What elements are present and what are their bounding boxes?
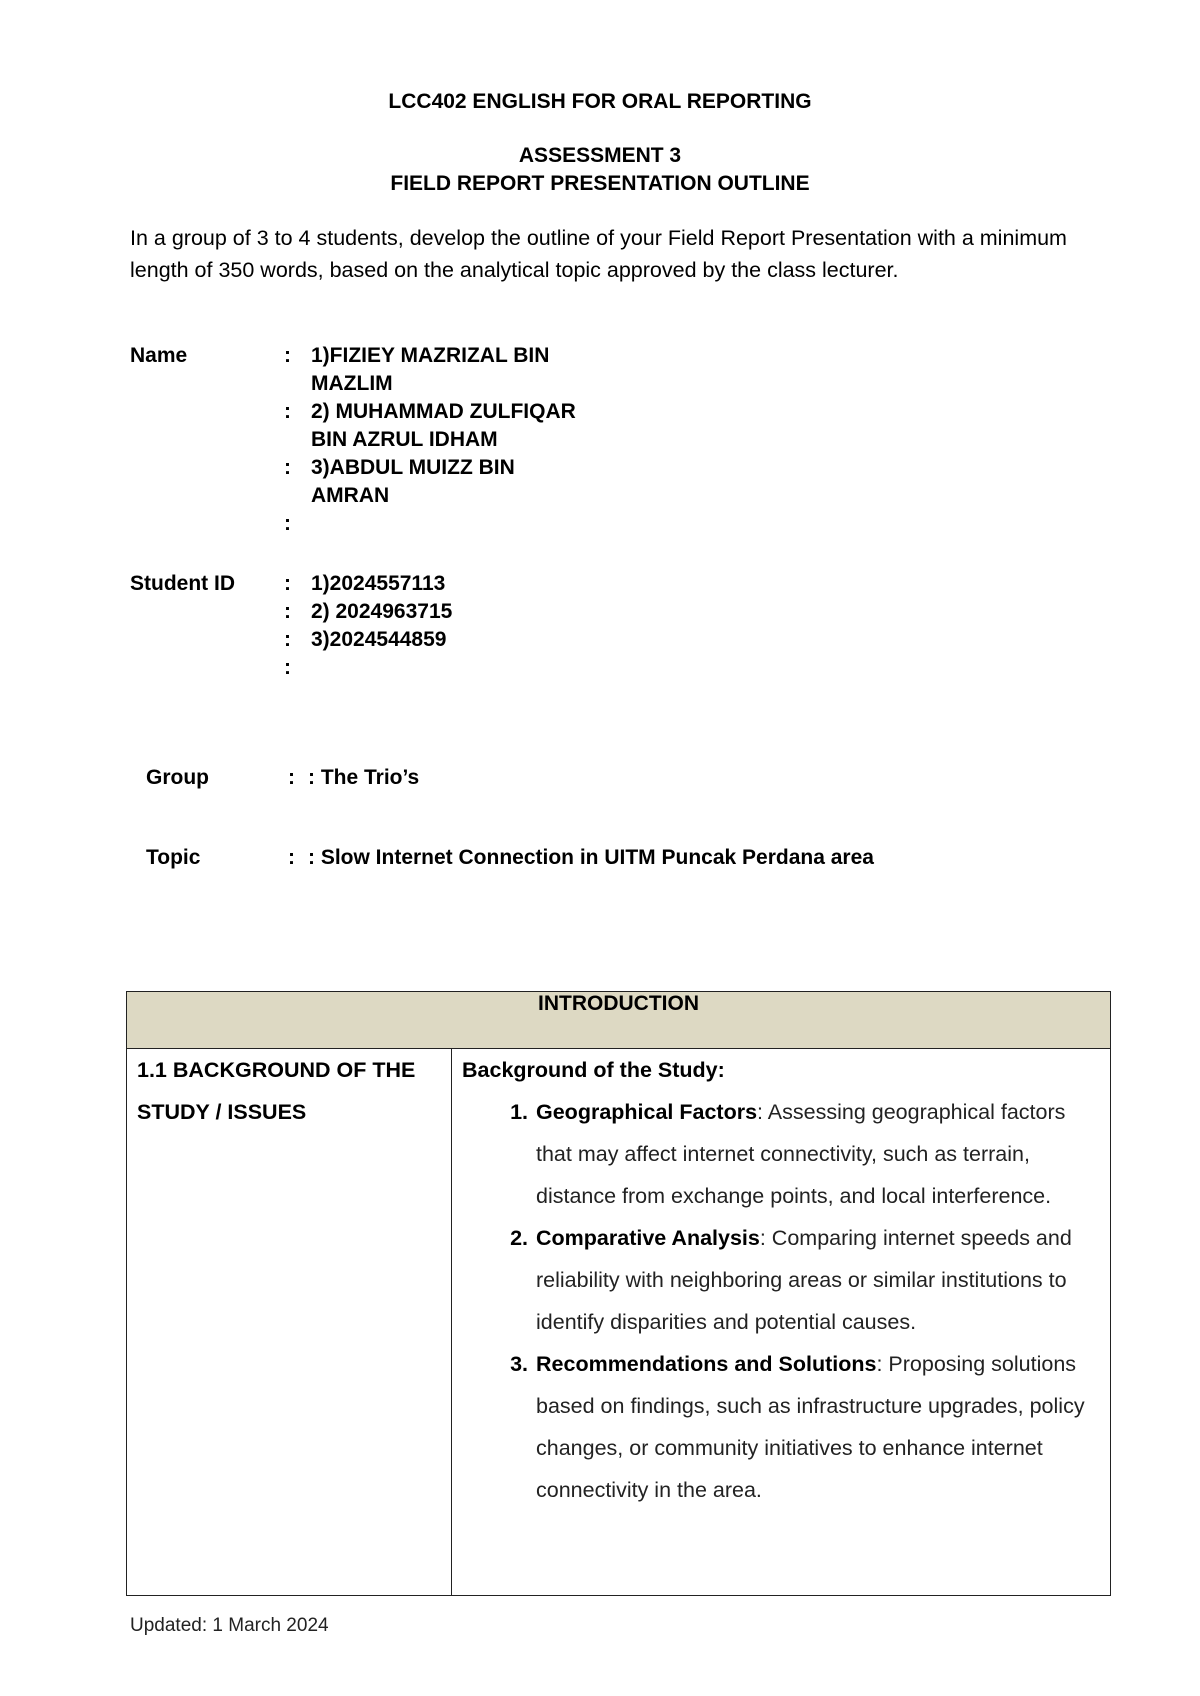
introduction-header: INTRODUCTION [127,992,1111,1049]
table-row [127,1049,1111,1596]
background-title: Background of the Study: [462,1058,725,1082]
list-item-text: : Proposing solutions based on findings, such as infrastructure upgrades, policy changes, or community initiatives to enhance internet connectivity in the area. [536,1352,1085,1502]
course-title: LCC402 ENGLISH FOR ORAL REPORTING [388,90,812,113]
list-item [534,1217,1100,1343]
list-item-title: Geographical Factors [536,1100,758,1124]
updated-footer: Updated: 1 March 2024 [130,1615,329,1636]
topic-value: : Slow Internet Connection in UITM Puncak Perdana area [308,846,874,869]
list-item-text: : Comparing internet speeds and reliability with neighboring areas or similar institutions to identify disparities and potential causes. [536,1226,1072,1334]
name-label: Name [130,344,188,367]
table-header-row [127,992,1111,1049]
section-label: 1.1 BACKGROUND OF THE STUDY / ISSUES [137,1058,416,1124]
student-id-colon-4: : [284,656,291,679]
list-item-title: Recommendations and Solutions [536,1352,877,1376]
student-id-colon-3: : [284,628,291,651]
list-item [534,1343,1100,1511]
student-id-2: 2) 2024963715 [311,600,453,623]
group-colon: : [288,766,295,789]
name-colon-2: : [284,400,291,423]
list-item [534,1091,1100,1217]
student-id-colon-2: : [284,600,291,623]
group-value: : The Trio’s [308,766,420,789]
name-colon-1: : [284,344,291,367]
name-entry-2: 2) MUHAMMAD ZULFIQAR BIN AZRUL IDHAM [311,400,576,451]
document-subtitle: FIELD REPORT PRESENTATION OUTLINE [390,172,810,195]
assessment-title: ASSESSMENT 3 [518,144,682,167]
name-entry-1: 1)FIZIEY MAZRIZAL BIN MAZLIM [311,344,550,395]
section-content-cell [452,1049,1111,1596]
student-id-1: 1)2024557113 [311,572,446,595]
list-item-text: : Assessing geographical factors that may affect internet connectivity, such as terrain, distance from exchange points, and local interference. [536,1100,1066,1208]
name-colon-4: : [284,512,291,535]
outline-table [126,991,1111,1596]
list-item-title: Comparative Analysis [536,1226,760,1250]
topic-label: Topic [146,846,201,869]
group-label: Group [146,766,209,789]
topic-colon: : [288,846,295,869]
student-id-3: 3)2024544859 [311,628,447,651]
name-colon-3: : [284,456,291,479]
factors-list [462,1091,1100,1511]
student-id-colon-1: : [284,572,291,595]
instructions-paragraph: In a group of 3 to 4 students, develop the outline of your Field Report Presentation with a minimum length of 350 words, based on the analytical topic approved by the class lecturer. [130,226,1067,282]
name-entry-3: 3)ABDUL MUIZZ BIN AMRAN [311,456,515,507]
student-id-label: Student ID [130,572,235,595]
section-label-cell [127,1049,452,1596]
